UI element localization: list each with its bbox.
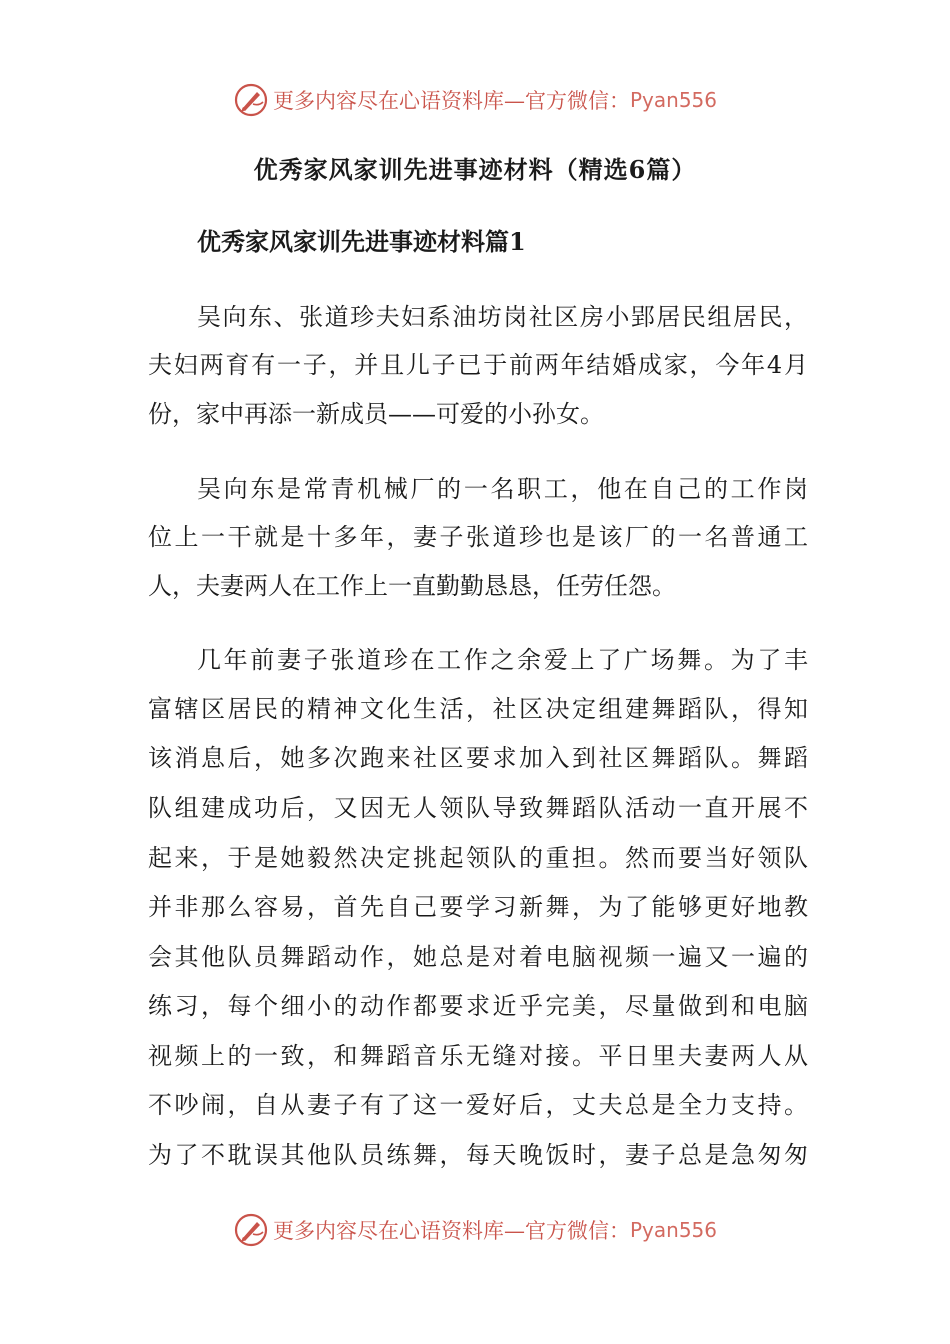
paragraph-line: 该消息后，她多次跑来社区要求加入到社区舞蹈队。舞蹈 xyxy=(148,744,808,772)
paragraph-line: 富辖区居民的精神文化生活，社区决定组建舞蹈队，得知 xyxy=(148,695,808,723)
pen-logo-icon xyxy=(233,82,269,118)
paragraph-line: 为了不耽误其他队员练舞，每天晚饭时，妻子总是急匆匆 xyxy=(148,1141,808,1169)
paragraph-line: 位上一干就是十多年，妻子张道珍也是该厂的一名普通工 xyxy=(148,523,808,551)
paragraph-line: 份，家中再添一新成员——可爱的小孙女。 xyxy=(148,400,604,428)
paragraph-line: 人，夫妻两人在工作上一直勤勤恳恳，任劳任怨。 xyxy=(148,572,676,600)
banner-wechat-id: Pyan556 xyxy=(629,1218,717,1242)
paragraph-line: 并非那么容易，首先自己要学习新舞，为了能够更好地教 xyxy=(148,893,808,921)
document-title: 优秀家风家训先进事迹材料（精选6篇） xyxy=(253,155,697,184)
section-heading: 优秀家风家训先进事迹材料篇1 xyxy=(197,227,526,256)
banner-text: 更多内容尽在心语资料库—官方微信： xyxy=(272,1219,630,1243)
paragraph-line: 吴向东是常青机械厂的一名职工，他在自己的工作岗 xyxy=(197,475,808,503)
paragraph-line: 起来，于是她毅然决定挑起领队的重担。然而要当好领队 xyxy=(148,844,808,872)
banner-wechat-id: Pyan556 xyxy=(629,88,717,112)
paragraph-line: 队组建成功后，又因无人领队导致舞蹈队活动一直开展不 xyxy=(148,794,808,822)
pen-logo-icon xyxy=(233,1212,269,1248)
paragraph-line: 练习，每个细小的动作都要求近乎完美，尽量做到和电脑 xyxy=(148,992,808,1020)
paragraph-line: 视频上的一致，和舞蹈音乐无缝对接。平日里夫妻两人从 xyxy=(148,1042,808,1070)
footer-banner xyxy=(0,1208,950,1252)
header-banner xyxy=(0,78,950,122)
paragraph-line: 吴向东、张道珍夫妇系油坊岗社区房小郢居民组居民， xyxy=(197,303,808,331)
paragraph-line: 几年前妻子张道珍在工作之余爱上了广场舞。为了丰 xyxy=(197,646,808,674)
banner-text: 更多内容尽在心语资料库—官方微信： xyxy=(272,89,630,113)
paragraph-line: 不吵闹，自从妻子有了这一爱好后，丈夫总是全力支持。 xyxy=(148,1091,808,1119)
paragraph-line: 会其他队员舞蹈动作，她总是对着电脑视频一遍又一遍的 xyxy=(148,943,808,971)
paragraph-line: 夫妇两育有一子，并且儿子已于前两年结婚成家，今年4月 xyxy=(148,351,808,379)
